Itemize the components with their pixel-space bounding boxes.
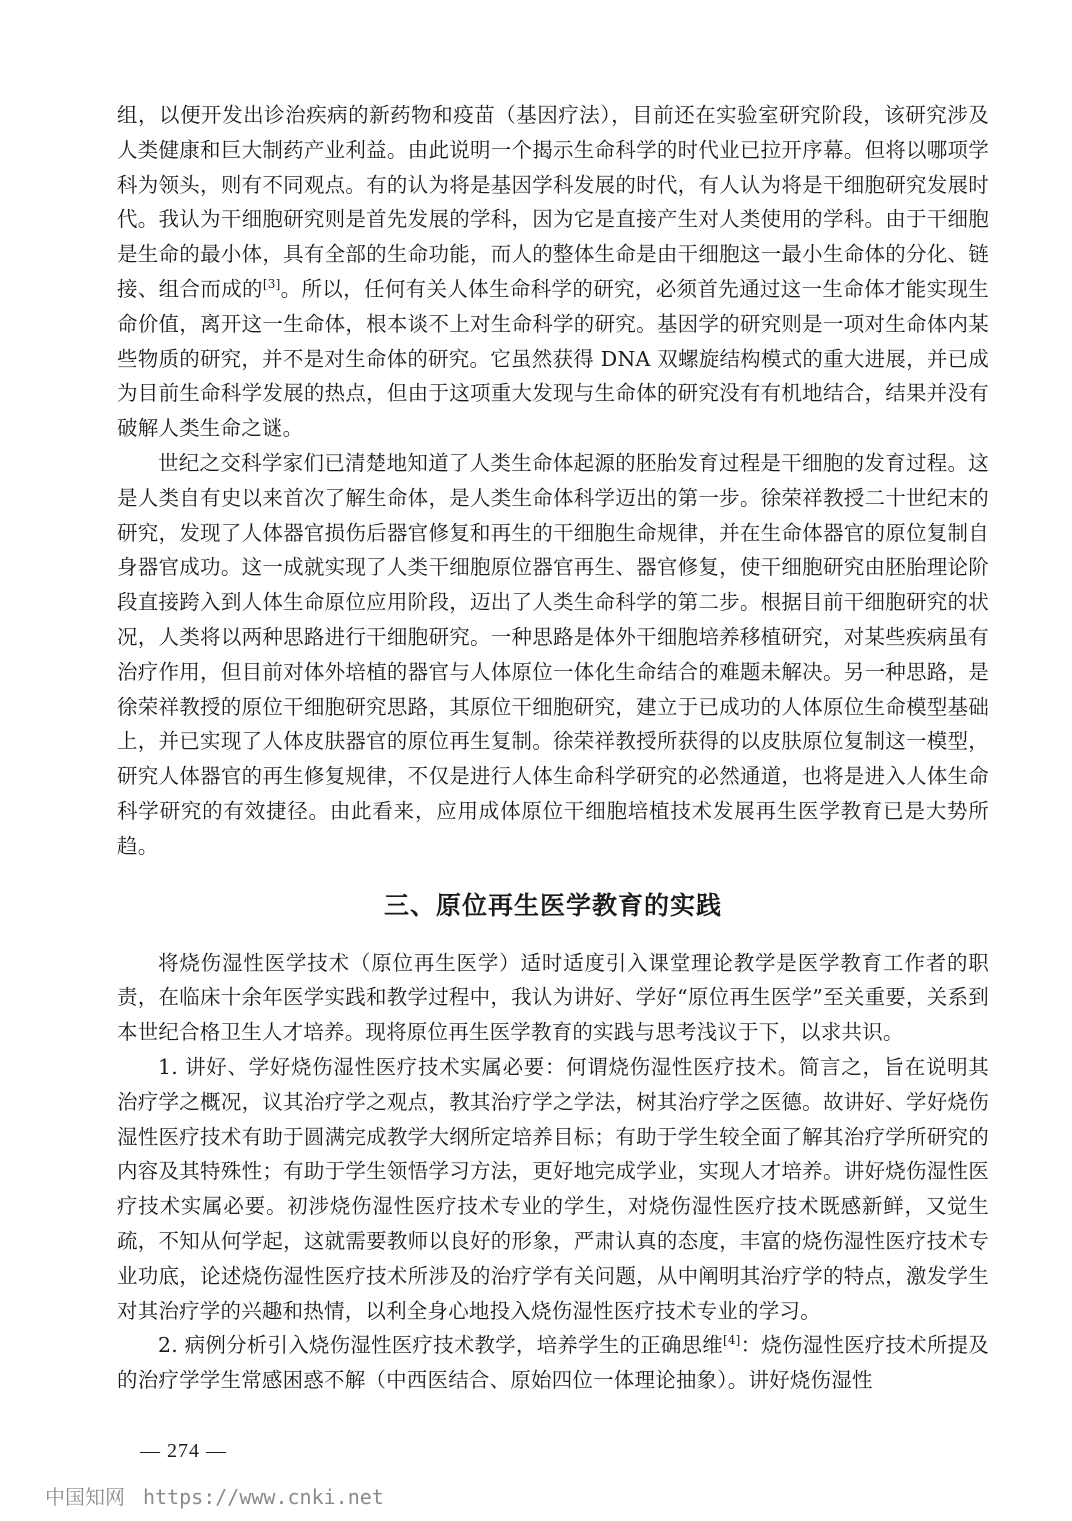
paragraph-text: 2. 病例分析引入烧伤湿性医疗技术教学，培养学生的正确思维 (158, 1333, 723, 1358)
paragraph-text: 。所以，任何有关人体生命科学的研究，必须首先通过这一生命体才能实现生命价值，离开这一生命体，根本谈不上对生命科学的研究。基因学的研究则是一项对生命体内某些物质的研究，并不是对生命体的研究。它虽然获得 DNA 双螺旋结构模式的重大进展，并已成为目前生命科学发展的热点，但由于这项重大发现与生命体的研究没有有机地结合，结果并没有破解人类生命之谜。 (117, 276, 989, 441)
citation-ref[interactable]: [3] (262, 277, 281, 292)
paragraph-point-1: 1. 讲好、学好烧伤湿性医疗技术实属必要：何谓烧伤湿性医疗技术。简言之，旨在说明其治疗学之概况，议其治疗学之观点，教其治疗学之学法，树其治疗学之医德。故讲好、学好烧伤湿性医疗技术有助于圆满完成教学大纲所定培养目标；有助于学生较全面了解其治疗学所研究的内容及其特殊性；有助于学生领悟学习方法，更好地完成学业，实现人才培养。讲好烧伤湿性医疗技术实属必要。初涉烧伤湿性医疗技术专业的学生，对烧伤湿性医疗技术既感新鲜，又觉生疏，不知从何学起，这就需要教师以良好的形象，严肃认真的态度，丰富的烧伤湿性医疗技术专业功底，论述烧伤湿性医疗技术所涉及的治疗学有关问题，从中阐明其治疗学的特点，激发学生对其治疗学的兴趣和热情，以利全身心地投入烧伤湿性医疗技术专业的学习。 (117, 1054, 989, 1323)
citation-ref[interactable]: [4] (722, 1333, 741, 1348)
paragraph-text: 组，以便开发出诊治疾病的新药物和疫苗（基因疗法），目前还在实验室研究阶段，该研究涉及人类健康和巨大制药产业利益。由此说明一个揭示生命科学的时代业已拉开序幕。但将以哪项学科为领头，则有不同观点。有的认为将是基因学科发展的时代，有人认为将是干细胞研究发展时代。我认为干细胞研究则是首先发展的学科，因为它是直接产生对人类使用的学科。由于干细胞是生命的最小体，具有全部的生命功能，而人的整体生命是由干细胞这一最小生命体的分化、链接、组合而成的 (117, 103, 989, 301)
cnki-brand: 中国知网 (45, 1485, 125, 1509)
paragraph-genetics-stemcell (117, 98, 989, 446)
document-page (117, 98, 989, 1398)
page-number: — 274 — (140, 1440, 227, 1462)
cnki-url[interactable]: https://www.cnki.net (143, 1485, 384, 1509)
section-heading: 三、原位再生医学教育的实践 (383, 890, 722, 920)
footer-watermark (45, 1481, 384, 1510)
paragraph-intro-practice: 将烧伤湿性医学技术（原位再生医学）适时适度引入课堂理论教学是医学教育工作者的职责，在临床十余年医学实践和教学过程中，我认为讲好、学好“原位再生医学”至关重要，关系到本世纪合格卫生人才培养。现将原位再生医学教育的实践与思考浅议于下，以求共识。 (117, 950, 989, 1045)
paragraph-text: ：烧伤湿性医疗技术所提及的治疗学学生常感困惑不解（中西医结合、原始四位一体理论抽象）。讲好烧伤湿性 (117, 1333, 989, 1393)
paragraph-century-scientists: 世纪之交科学家们已清楚地知道了人类生命体起源的胚胎发育过程是干细胞的发育过程。这是人类自有史以来首次了解生命体，是人类生命体科学迈出的第一步。徐荣祥教授二十世纪末的研究，发现了人体器官损伤后器官修复和再生的干细胞生命规律，并在生命体器官的原位复制自身器官成功。这一成就实现了人类干细胞原位器官再生、器官修复，使干细胞研究由胚胎理论阶段直接跨入到人体生命原位应用阶段，迈出了人类生命科学的第二步。根据目前干细胞研究的状况，人类将以两种思路进行干细胞研究。一种思路是体外干细胞培养移植研究，对某些疾病虽有治疗作用，但目前对体外培植的器官与人体原位一体化生命结合的难题未解决。另一种思路，是徐荣祥教授的原位干细胞研究思路，其原位干细胞研究，建立于已成功的人体原位生命模型基础上，并已实现了人体皮肤器官的原位再生复制。徐荣祥教授所获得的以皮肤原位复制这一模型，研究人体器官的再生修复规律，不仅是进行人体生命科学研究的必然通道，也将是进入人体生命科学研究的有效捷径。由此看来，应用成体原位干细胞培植技术发展再生医学教育已是大势所趋。 (117, 450, 989, 858)
paragraph-point-2 (117, 1328, 989, 1398)
